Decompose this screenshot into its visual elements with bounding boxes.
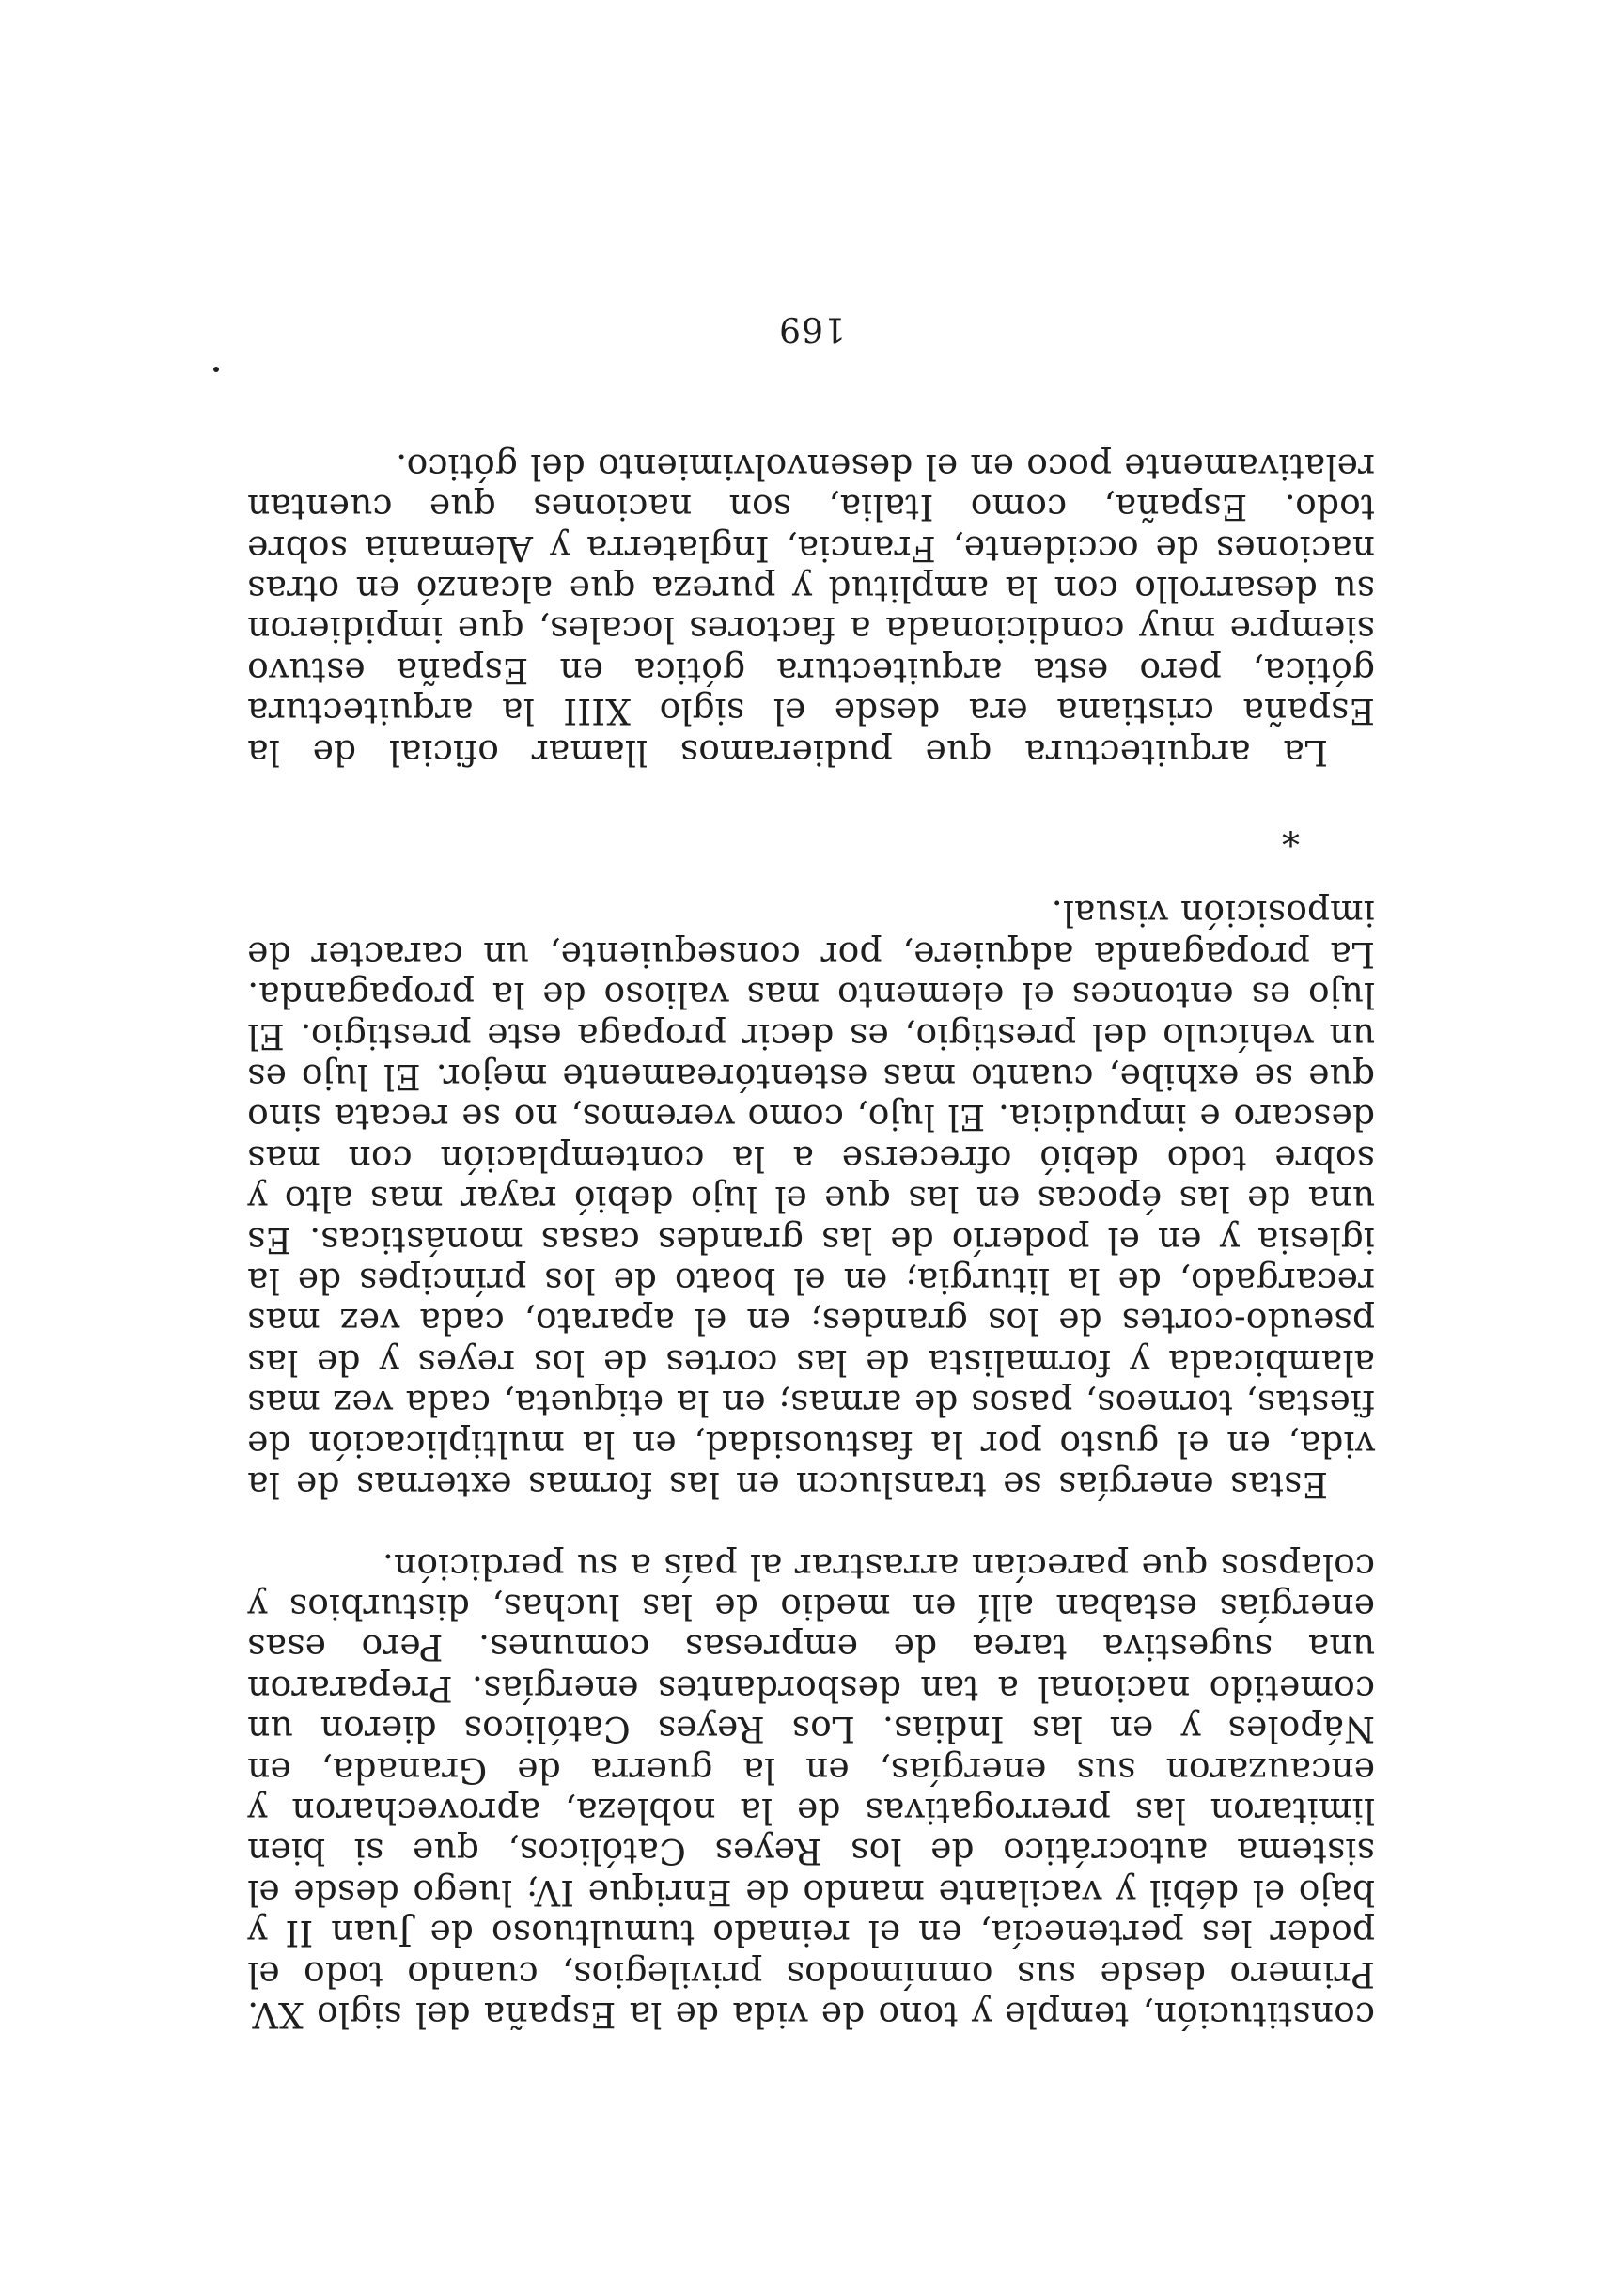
paragraph-architecture: La arquitectura que pudieramos llamar oficial de la España cristiana era desde el siglo XIII la arquitectura gótica, pero esta arquitectura gótica en España estuvo siempre muy condicionada a factores locales, que impidieron su desarrollo con la amplitud y pureza que alcanzó en otras naciones de occidente, Francia, Inglaterra y Alemania sobre todo. España, como Italia, son naciones que cuentan relativamente poco en el desenvolvimiento del gótico. — [247, 446, 1375, 774]
paragraph-energies: Estas energías se transluccn en las formas externas de la vida, en el gusto por la fastuosidad, en la multiplicación de fiestas, torneos, pasos de armas; en la etiqueta, cada vez mas alambicada y formalista de las cortes de los reyes y de las pseudo-cortes de los grandes; en el aparato, cada vez mas recargado, de la liturgia; en el boato de los príncipes de la iglesia y en el poderío de las grandes casas monásticas. Es una de las épocas en las que el lujo debió rayar mas alto y sobre todo debió ofrecerse a la contemplación con mas descaro e impudicia. El lujo, como veremos, no se recata sino que se exhibe, cuanto mas estentóreamente mejor. El lujo es un vehículo del prestigio, es decir propaga este prestigio. El lujo es entonces el elemento mas valioso de la propaganda. La propaganda adquiere, por consequiente, un caracter de imposición visual. — [247, 893, 1375, 1507]
page-number: 169 — [778, 309, 846, 348]
paragraph-continuation: constitución, temple y tono de vida de la España del siglo XV. Primero desde sus omnímodos privilegios, cuando todo el poder les pertenecía, en el reinado tumultuoso de Juan II y bajo el débil y vacilante mando de Enrique IV; luego desde el sistema autocrático de los Reyes Católicos, que si bien limitaron las prerrogativas de la nobleza, aprovecharon y encauzaron sus energías, en la guerra de Granada, en Nápoles y en las Indias. Los Reyes Católicos dieron un cometido nacional a tan desbordantes energías. Prepararon una sugestiva tarea de empresas comunes. Pero esas energías estaban allí en medio de las luchas, disturbios y colapsos que parecían arrastrar al país a su perdición. — [247, 1545, 1375, 2036]
body-text — [247, 405, 1375, 2035]
scan-speck — [213, 367, 219, 372]
section-separator: * — [1282, 812, 1300, 854]
